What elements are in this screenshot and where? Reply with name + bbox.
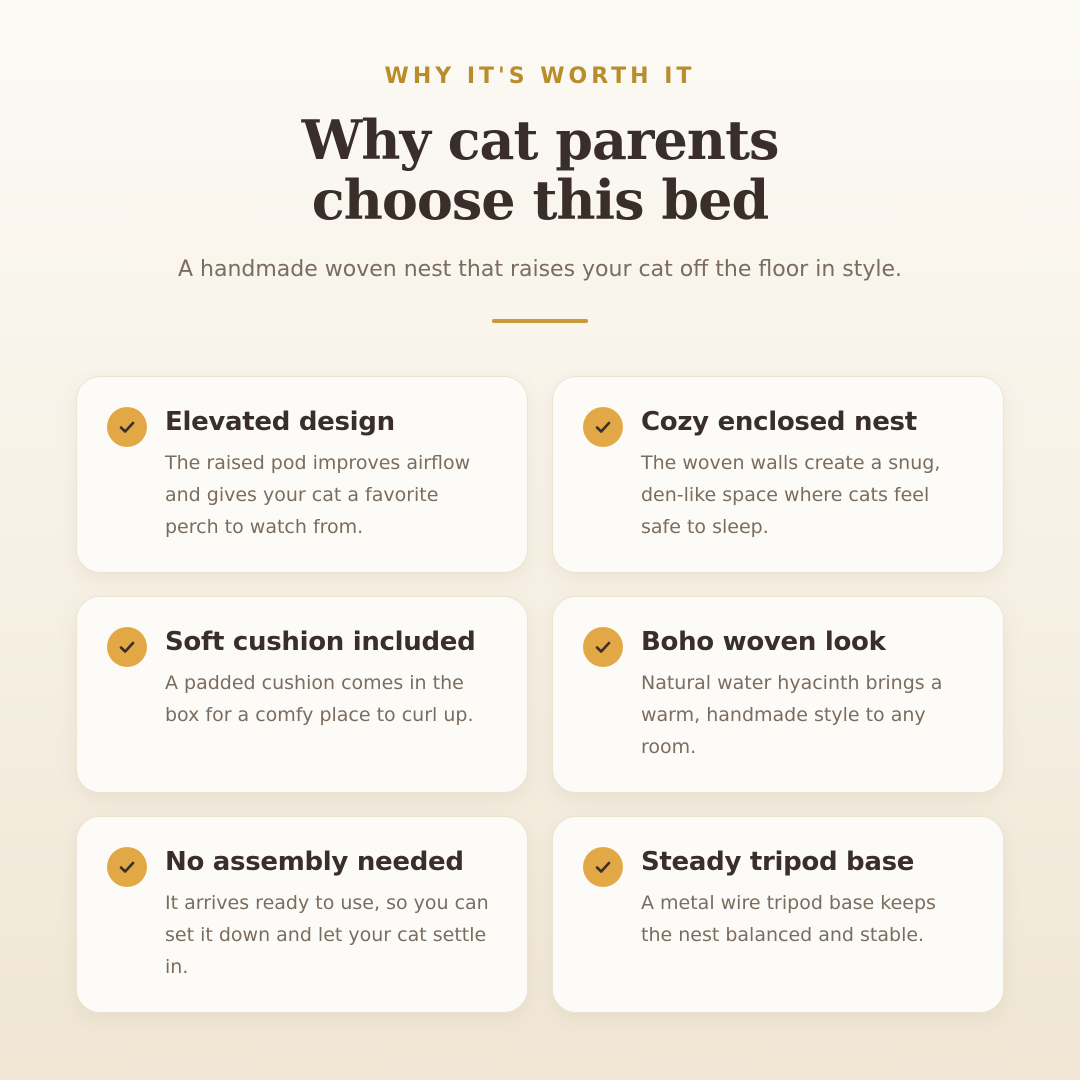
page-title — [0, 110, 1080, 230]
feature-card-soft-cushion — [76, 596, 528, 793]
check-icon — [583, 627, 623, 667]
check-icon — [107, 627, 147, 667]
feature-card-elevated-design — [76, 376, 528, 573]
feature-title: Steady tripod base — [641, 847, 915, 877]
feature-title: Cozy enclosed nest — [641, 407, 917, 437]
feature-title: Soft cushion included — [165, 627, 476, 657]
feature-description: It arrives ready to use, so you can set it down and let your cat settle in. — [165, 892, 489, 978]
feature-card-cozy-enclosed-nest — [552, 376, 1004, 573]
page-subtitle: A handmade woven nest that raises your cat off the floor in style. — [177, 257, 903, 282]
feature-description: A padded cushion comes in the box for a comfy place to curl up. — [165, 672, 474, 726]
check-icon — [583, 407, 623, 447]
check-icon — [107, 407, 147, 447]
title-divider — [492, 319, 588, 323]
feature-description: A metal wire tripod base keeps the nest balanced and stable. — [641, 892, 936, 946]
feature-title: No assembly needed — [165, 847, 464, 877]
features-grid — [76, 376, 1004, 1013]
check-icon — [583, 847, 623, 887]
page-title-line-2: choose this bed — [311, 168, 769, 232]
check-icon — [107, 847, 147, 887]
page-title-line-1: Why cat parents — [301, 108, 779, 172]
feature-description: The raised pod improves airflow and gives your cat a favorite perch to watch from. — [165, 452, 471, 538]
feature-card-boho-woven-look — [552, 596, 1004, 793]
eyebrow-label: WHY IT'S WORTH IT — [384, 64, 696, 89]
feature-card-no-assembly — [76, 816, 528, 1013]
feature-card-tripod-base — [552, 816, 1004, 1013]
feature-description: The woven walls create a snug, den-like space where cats feel safe to sleep. — [641, 452, 941, 538]
feature-title: Boho woven look — [641, 627, 886, 657]
feature-title: Elevated design — [165, 407, 395, 437]
feature-description: Natural water hyacinth brings a warm, handmade style to any room. — [641, 672, 943, 758]
